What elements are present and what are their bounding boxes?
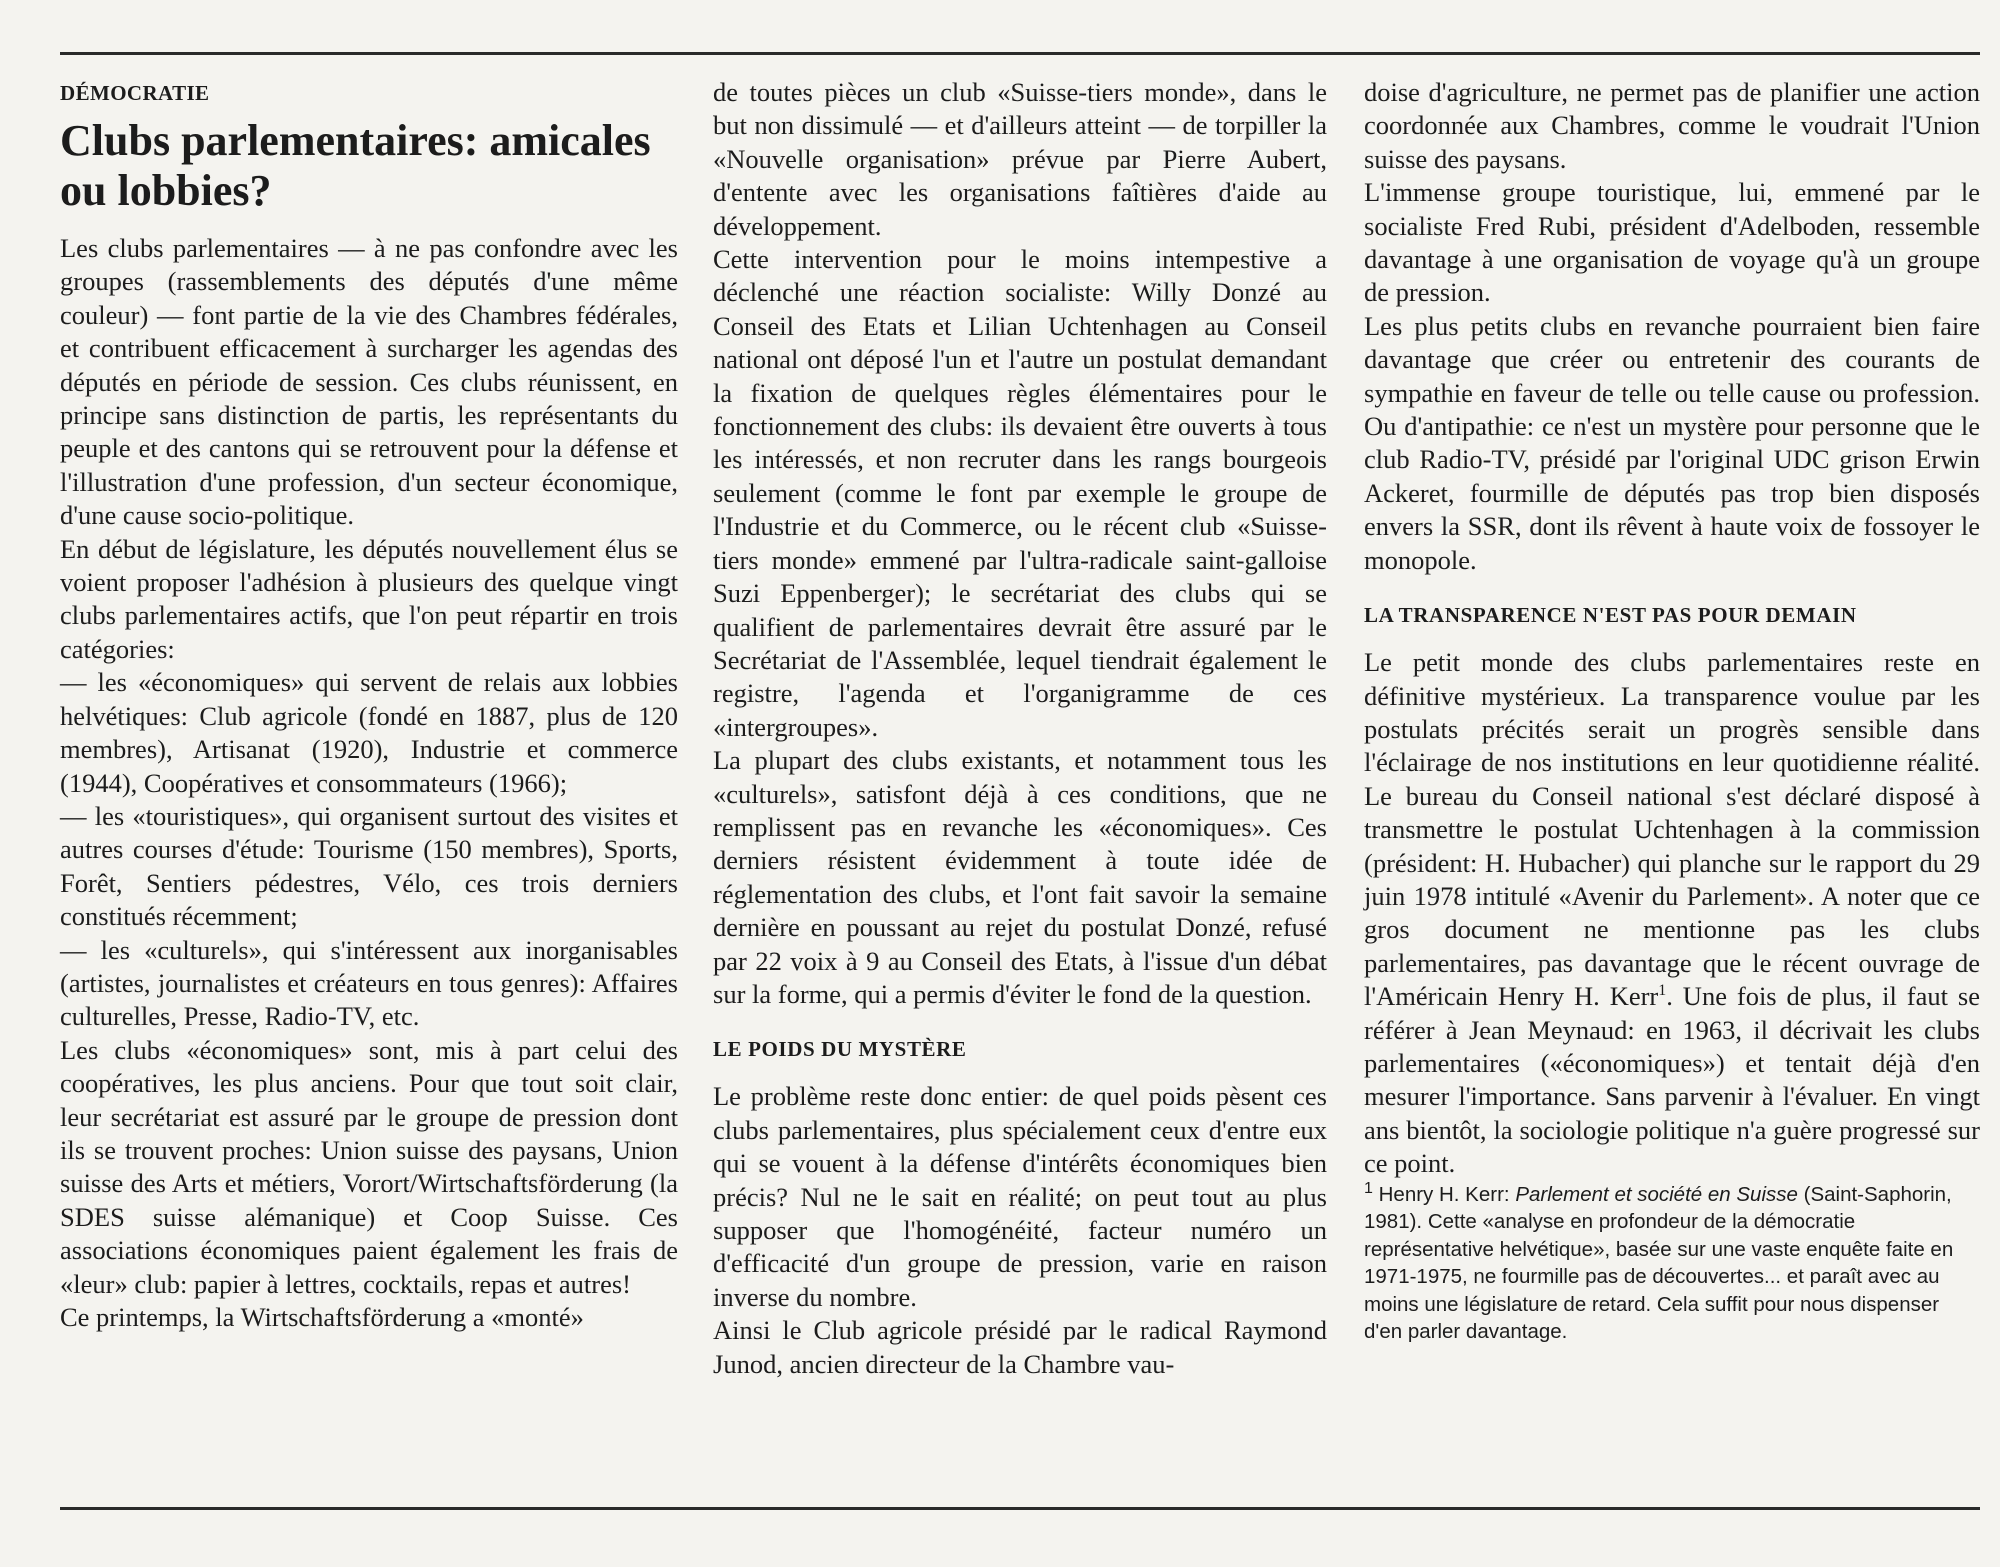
paragraph: En début de législature, les députés nouvellement élus se voient proposer l'adhésion à plusieurs des quelque vingt clubs parlementaires actifs, que l'on peut répartir en trois catégories:	[60, 533, 678, 664]
footnote-author: Henry H. Kerr:	[1378, 1182, 1516, 1206]
footnote-text: (Saint-Saphorin, 1981). Cette «analyse en profondeur de la démocratie représentative helvétique», basée sur une vaste enquête faite en 1971-1975, ne fourmille pas de découvertes... et paraît avec au moins une législature de retard. Cela suffit pour nous dispenser d'en parler davantage.	[1364, 1182, 1954, 1344]
paragraph: de toutes pièces un club «Suisse-tiers monde», dans le but non dissimulé — et d'ailleurs atteint — de torpiller la «Nouvelle organisation» prévue par Pierre Aubert, d'entente avec les organisations faîtières d'aide au développement.	[713, 77, 1327, 241]
paragraph: L'immense groupe touristique, lui, emmené par le socialiste Fred Rubi, président d'Adelboden, ressemble davantage à une organisation de voyage qu'à un groupe de pression.	[1364, 177, 1980, 308]
section-kicker: DÉMOCRATIE	[60, 81, 210, 105]
paragraph: doise d'agriculture, ne permet pas de planifier une action coordonnée aux Chambres, comme le voudrait l'Union suisse des paysans.	[1364, 77, 1980, 174]
paragraph: — les «touristiques», qui organisent surtout des visites et autres courses d'étude: Tourisme (150 membres), Sports, Forêt, Sentiers pédestres, Vélo, ces trois derniers constitués récemment;	[60, 800, 678, 932]
paragraph: Les clubs «économiques» sont, mis à part celui des coopératives, les plus anciens. Pour que tout soit clair, leur secrétariat est assuré par le groupe de pression dont ils se trouvent proches: Union suisse des paysans, Union suisse des Arts et métiers, Vorort/Wirtschaftsförderung (la SDES suisse alémanique) et Coop Suisse. Ces associations économiques paient également les frais de «leur» club: papier à lettres, cocktails, repas et autres!	[60, 1034, 678, 1299]
paragraph: Les plus petits clubs en revanche pourraient bien faire davantage que créer ou entretenir des courants de sympathie en faveur de telle ou telle cause ou profession. Ou d'antipathie: ce n'est un mystère pour personne que le club Radio-TV, présidé par l'original UDC grison Erwin Ackeret, fourmille de députés pas trop bien disposés envers la SSR, dont ils rêvent à haute voix de fossoyer le monopole.	[1364, 310, 1980, 575]
bottom-rule	[60, 1507, 1980, 1510]
paragraph-text: . Une fois de plus, il faut se référer à Jean Meynaud: en 1963, il décrivait les clubs parlementaires («économiques») et tentait déjà d'en mesurer l'importance. Sans parvenir à l'évaluer. En vingt ans bientôt, la sociologie politique n'a guère progressé sur ce point.	[1364, 981, 1980, 1179]
paragraph: Le problème reste donc entier: de quel poids pèsent ces clubs parlementaires, plus spécialement ceux d'entre eux qui se vouent à la défense d'intérêts économiques bien précis? Nul ne le sait en réalité; on peut tout au plus supposer que l'homogénéité, facteur numéro un d'efficacité d'un groupe de pression, varie en raison inverse du nombre.	[713, 1081, 1327, 1312]
column-3	[1364, 76, 1980, 1346]
paragraph-text: Le petit monde des clubs parlementaires reste en définitive mystérieux. La transparence voulue par les postulats précités serait un progrès sensible dans l'éclairage de nos institutions en leur quotidienne réalité. Le bureau du Conseil national s'est déclaré disposé à transmettre le postulat Uchtenhagen à la commission (président: H. Hubacher) qui planche sur le rapport du 29 juin 1978 intitulé «Avenir du Parlement». A noter que ce gros document ne mentionne pas les clubs parlementaires, pas davantage que le récent ouvrage de l'Américain Henry H. Kerr	[1364, 647, 1980, 1012]
footnote-work: Parlement et société en Suisse	[1515, 1182, 1798, 1206]
column-2	[713, 76, 1327, 1381]
column-1	[60, 76, 678, 1334]
paragraph: — les «économiques» qui servent de relais aux lobbies helvétiques: Club agricole (fondé en 1887, plus de 120 membres), Artisanat (1920), Industrie et commerce (1944), Coopératives et consommateurs (1966);	[60, 667, 678, 798]
article-title: Clubs parlementaires: amicales ou lobbies?	[60, 116, 651, 215]
paragraph	[1364, 646, 1980, 1181]
footnote	[1364, 1181, 1980, 1346]
paragraph: — les «culturels», qui s'intéressent aux inorganisables (artistes, journalistes et créateurs en tous genres): Affaires culturelles, Presse, Radio-TV, etc.	[60, 934, 678, 1032]
top-rule	[60, 52, 1980, 55]
paragraph: Cette intervention pour le moins intempestive a déclenché une réaction socialiste: Willy Donzé au Conseil des Etats et Lilian Uchtenhagen au Conseil national ont déposé l'un et l'autre un postulat demandant la fixation de quelques règles élémentaires pour le fonctionnement des clubs: ils devaient être ouverts à tous les intéressés, et non recruter dans les rangs bourgeois seulement (comme le font par exemple le groupe de l'Industrie et du Commerce, ou le récent club «Suisse-tiers monde» emmené par l'ultra-radicale saint-galloise Suzi Eppenberger); le secrétariat des clubs qui se qualifient de parlementaires devrait être assuré par le Secrétariat de l'Assemblée, lequel tiendrait également le registre, l'agenda et l'organigramme de ces «intergroupes».	[713, 244, 1327, 742]
paragraph: Ainsi le Club agricole présidé par le radical Raymond Junod, ancien directeur de la Chambre vau-	[713, 1315, 1327, 1379]
paragraph: Les clubs parlementaires — à ne pas confondre avec les groupes (rassemblements des députés d'une même couleur) — font partie de la vie des Chambres fédérales, et contribuent efficacement à surcharger les agendas des députés en période de session. Ces clubs réunissent, en principe sans distinction de partis, les représentants du peuple et des cantons qui se retrouvent pour la défense et l'illustration d'une profession, d'un secteur économique, d'une cause socio-politique.	[60, 233, 678, 531]
subheading: LE POIDS DU MYSTÈRE	[713, 1037, 967, 1062]
footnote-ref: 1	[1658, 982, 1667, 1000]
subheading: LA TRANSPARENCE N'EST PAS POUR DEMAIN	[1364, 603, 1857, 628]
paragraph: La plupart des clubs existants, et notamment tous les «culturels», satisfont déjà à ces conditions, que ne remplissent pas en revanche les «économiques». Ces derniers résistent évidemment à toute idée de réglementation des clubs, et l'ont fait savoir la semaine dernière en poussant au rejet du postulat Donzé, refusé par 22 voix à 9 au Conseil des Etats, à l'issue d'un débat sur la forme, qui a permis d'éviter le fond de la question.	[713, 745, 1327, 1009]
paragraph: Ce printemps, la Wirtschaftsförderung a «monté»	[60, 1302, 584, 1332]
footnote-mark: 1	[1364, 1179, 1373, 1197]
